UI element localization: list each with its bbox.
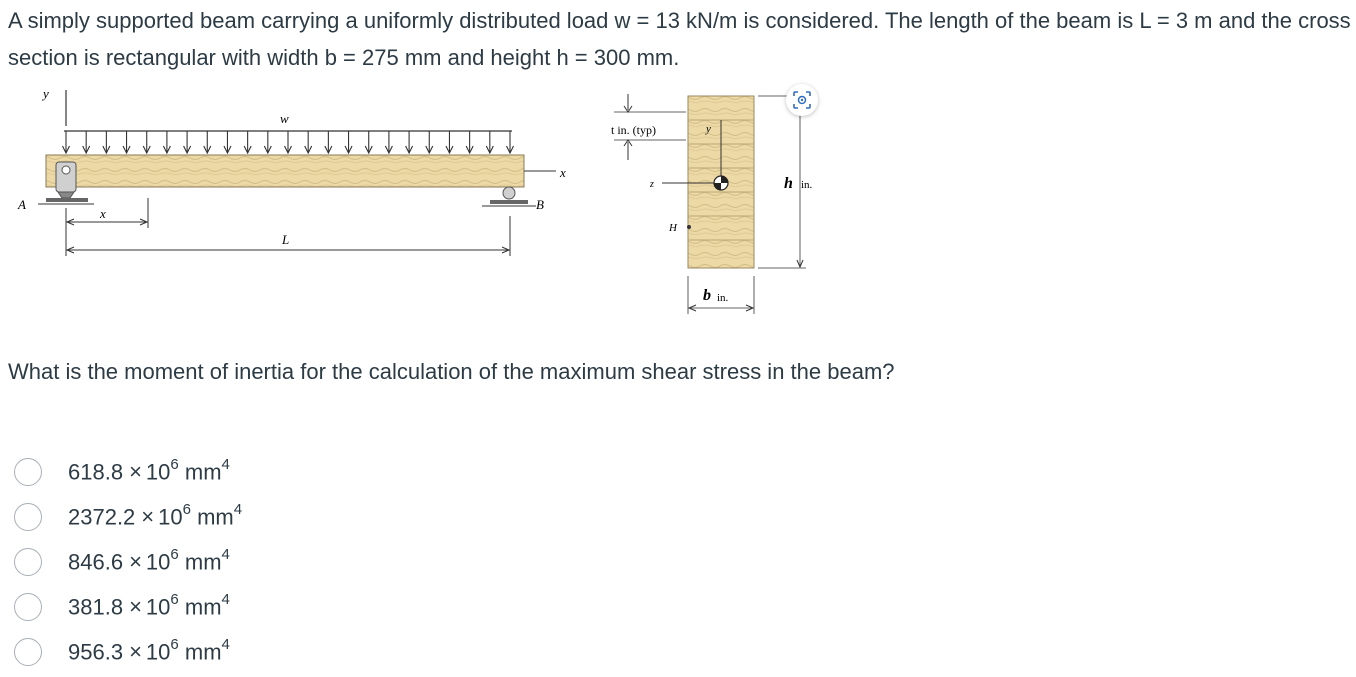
section-label-h-point: H (669, 222, 677, 234)
section-label-y: y (706, 123, 711, 135)
answer-option[interactable] (14, 494, 242, 539)
option-label[interactable]: $956.3 \times 10^6$ $mm^4$ (68, 635, 230, 665)
radio-button[interactable] (14, 593, 42, 621)
answer-option[interactable] (14, 449, 242, 494)
option-label[interactable]: $381.8 \times 10^6$ $mm^4$ (68, 590, 230, 620)
answer-option[interactable] (14, 629, 242, 674)
question-text: What is the moment of inertia for the calculation of the maximum shear stress in the beam? (8, 359, 895, 384)
answer-option[interactable] (14, 539, 242, 584)
option-label[interactable]: $846.6 \times 10^6$ $mm^4$ (68, 545, 230, 575)
section-label-b: b (703, 287, 711, 304)
radio-button[interactable] (14, 503, 42, 531)
beam-label-x-dim: x (100, 206, 106, 221)
option-label[interactable]: $2372.2 \times 10^6$ $mm^4$ (68, 500, 243, 530)
section-label-b-unit: in. (717, 292, 729, 304)
problem-figure (0, 80, 870, 330)
beam-label-a: A (18, 197, 26, 212)
problem-statement: A simply supported beam carrying a uniformly distributed load w = 13 kN/m is considered. The length of the beam is L = 3 m and the cross section is rectangular with width b = 275 mm and height h = 300 mm. (8, 8, 1351, 70)
beam-diagram (17, 86, 566, 256)
radio-button[interactable] (14, 458, 42, 486)
beam-label-y: y (43, 86, 49, 101)
beam-label-w: w (280, 111, 289, 126)
section-label-h-unit: in. (801, 179, 813, 191)
beam-label-l: L (282, 232, 290, 247)
section-label-t: t in. (typ) (611, 123, 656, 137)
answer-option[interactable] (14, 584, 242, 629)
beam-label-b: B (536, 197, 544, 212)
option-label[interactable]: $618.8 \times 10^6$ $mm^4$ (68, 455, 230, 485)
focus-icon[interactable] (786, 84, 818, 116)
radio-button[interactable] (14, 548, 42, 576)
beam-label-x-axis: x (560, 165, 566, 180)
cross-section-diagram (611, 94, 813, 314)
section-label-z: z (650, 179, 654, 190)
answer-options (14, 449, 242, 674)
section-label-h: h (784, 175, 793, 192)
radio-button[interactable] (14, 638, 42, 666)
